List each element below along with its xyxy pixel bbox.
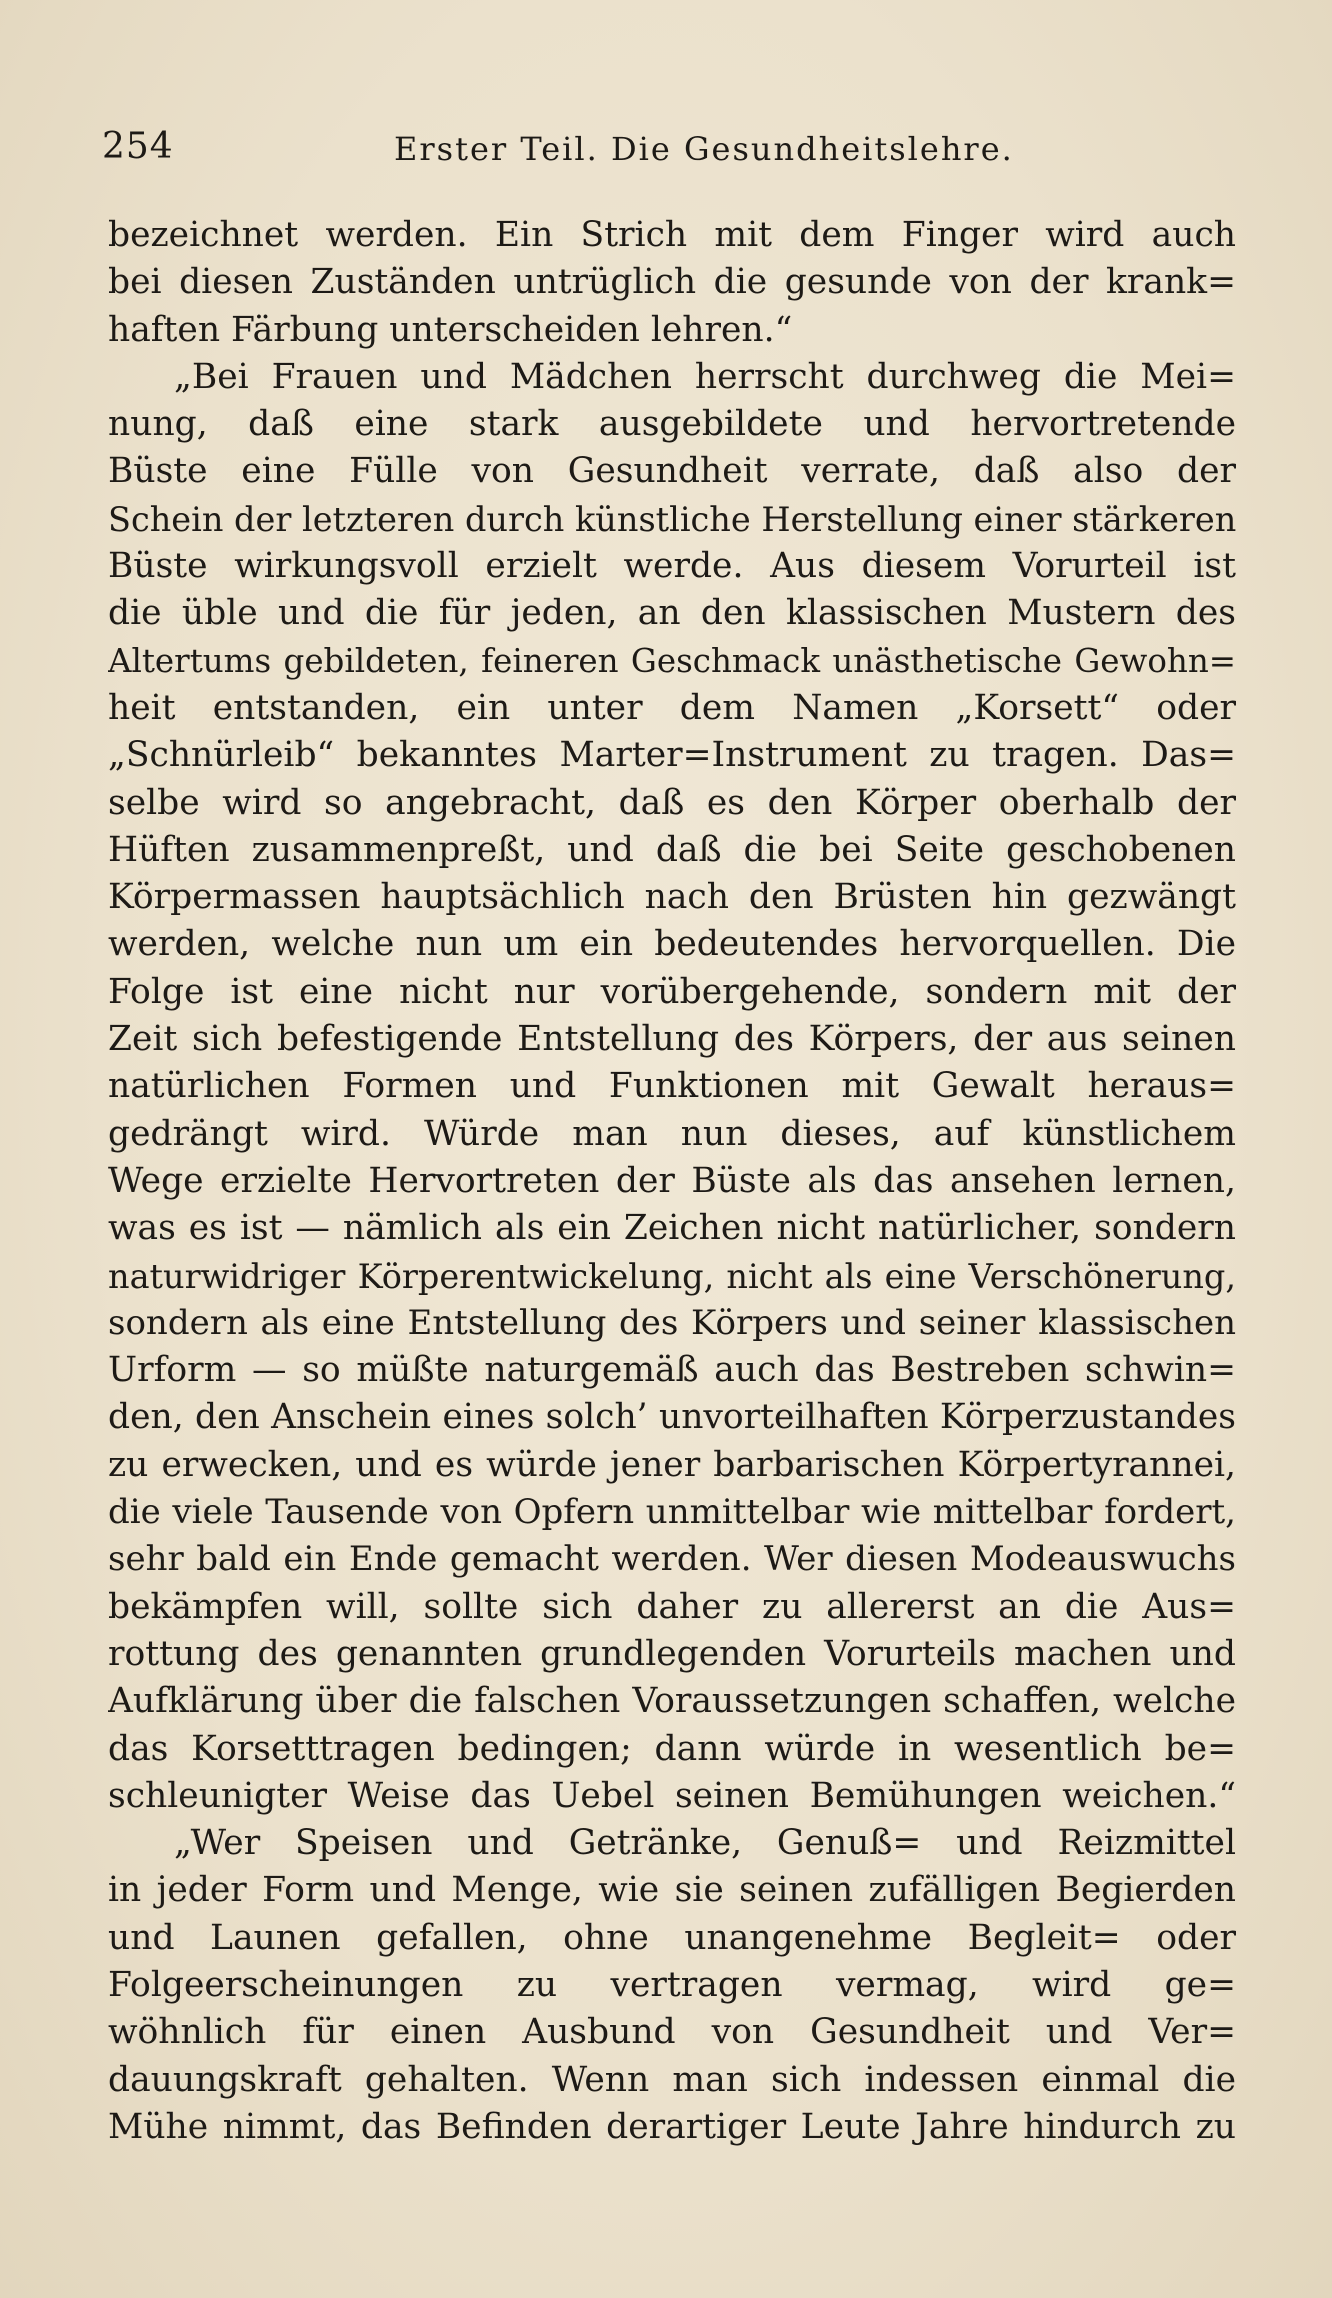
text-line: haften Färbung unterscheiden lehren.“ [108, 309, 793, 350]
text-line: bezeichnet werden. Ein Strich mit dem Finger wird auch [108, 215, 1236, 255]
text-line: sondern als eine Entstellung des Körpers und seiner klassischen [108, 1302, 1236, 1343]
running-title: Erster Teil. Die Gesundheitslehre. [394, 130, 1014, 168]
text-line: Wege erzielte Hervortreten der Büste als das ansehen lernen, [108, 1160, 1236, 1201]
text-line: Schein der letzteren durch künstliche Herstellung einer stärkeren [108, 499, 1236, 539]
text-line: „Schnürleib“ bekanntes Marter=Instrument zu tragen. Das= [108, 735, 1236, 776]
text-line: Aufklärung über die falschen Voraussetzungen schaffen, welche [108, 1681, 1236, 1722]
text-line: Körpermassen hauptsächlich nach den Brüsten hin gezwängt [108, 877, 1236, 918]
text-line: wöhnlich für einen Ausbund von Gesundheit und Ver= [108, 2012, 1236, 2053]
text-line: bekämpfen will, sollte sich daher zu allererst an die Aus= [108, 1586, 1236, 1627]
text-line: Altertums gebildeten, feineren Geschmack unästhetische Gewohn= [108, 641, 1236, 680]
text-line: natürlichen Formen und Funktionen mit Gewalt heraus= [108, 1066, 1236, 1107]
text-line: naturwidriger Körperentwickelung, nicht als eine Verschönerung, [108, 1256, 1236, 1296]
text-line: die üble und die für jeden, an den klassischen Mustern des [108, 593, 1236, 634]
text-line: schleunigter Weise das Uebel seinen Bemühungen weichen.“ [108, 1775, 1236, 1816]
text-line: Mühe nimmt, das Befinden derartiger Leute Jahre hindurch zu [108, 2106, 1236, 2147]
page-number: 254 [102, 126, 174, 167]
text-line: das Korsetttragen bedingen; dann würde in wesentlich be= [108, 1728, 1236, 1769]
text-line: was es ist — nämlich als ein Zeichen nicht natürlicher, sondern [108, 1208, 1236, 1249]
text-line: zu erwecken, und es würde jener barbarischen Körpertyrannei, [108, 1444, 1236, 1485]
text-line: nung, daß eine stark ausgebildete und hervortretende [108, 404, 1236, 445]
text-line: in jeder Form und Menge, wie sie seinen zufälligen Begierden [108, 1870, 1236, 1911]
page-header [102, 126, 1252, 186]
text-line: Folge ist eine nicht nur vorübergehende, sondern mit der [108, 971, 1236, 1012]
text-line: heit entstanden, ein unter dem Namen „Korsett“ oder [108, 687, 1236, 728]
text-line: selbe wird so angebracht, daß es den Körper oberhalb der [108, 782, 1236, 823]
text-line: „Bei Frauen und Mädchen herrscht durchweg die Mei= [174, 356, 1236, 397]
text-line: Zeit sich befestigende Entstellung des Körpers, der aus seinen [108, 1019, 1236, 1060]
text-line: rottung des genannten grundlegenden Vorurteils machen und [108, 1633, 1236, 1674]
text-line: werden, welche nun um ein bedeutendes hervorquellen. Die [108, 924, 1236, 965]
text-line: „Wer Speisen und Getränke, Genuß= und Reizmittel [174, 1823, 1236, 1864]
text-line: und Launen gefallen, ohne unangenehme Begleit= oder [108, 1917, 1236, 1958]
text-line: Büste eine Fülle von Gesundheit verrate, daß also der [108, 451, 1236, 492]
text-line: gedrängt wird. Würde man nun dieses, auf künstlichem [108, 1113, 1236, 1154]
text-line: Hüften zusammenpreßt, und daß die bei Seite geschobenen [108, 829, 1236, 870]
body-text [108, 212, 1236, 2151]
text-line: bei diesen Zuständen untrüglich die gesunde von der krank= [108, 262, 1236, 303]
text-line: Büste wirkungsvoll erzielt werde. Aus diesem Vorurteil ist [108, 546, 1236, 587]
text-line: sehr bald ein Ende gemacht werden. Wer diesen Modeauswuchs [108, 1539, 1236, 1580]
text-line: dauungskraft gehalten. Wenn man sich indessen einmal die [108, 2059, 1236, 2100]
text-line: Urform — so müßte naturgemäß auch das Bestreben schwin= [108, 1350, 1236, 1391]
text-line: Folgeerscheinungen zu vertragen vermag, wird ge= [108, 1964, 1236, 2005]
text-line: den, den Anschein eines solch’ unvorteilhaften Körperzustandes [108, 1397, 1236, 1438]
text-line: die viele Tausende von Opfern unmittelbar wie mittelbar fordert, [108, 1492, 1236, 1533]
